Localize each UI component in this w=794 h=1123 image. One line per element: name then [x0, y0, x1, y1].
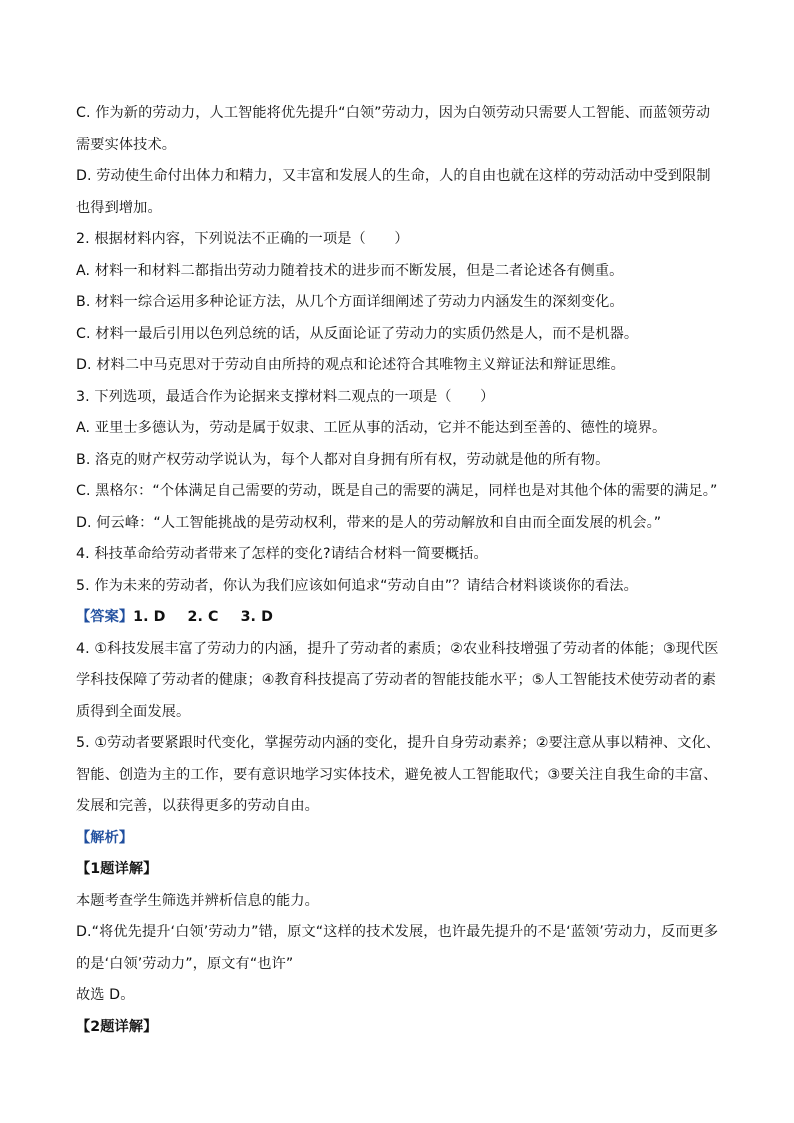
answer-5: 5. ①劳动者要紧跟时代变化，掌握劳动内涵的变化，提升自身劳动素养；②要注意从事以精神、文化、智能、创造为主的工作，要有意识地学习实体技术，避免被人工智能取代；③要关注自我生命的丰富、发展和完善，以获得更多的劳动自由。 [76, 735, 721, 814]
answer-3: 3. D [240, 609, 273, 625]
analysis-label: 【解析】 [76, 829, 134, 846]
answer-2: 2. C [187, 609, 219, 625]
answer-4: 4. ①科技发展丰富了劳动力的内涵，提升了劳动者的素质；②农业科技增强了劳动者的体能；③现代医学科技保障了劳动者的健康；④教育科技提高了劳动者的智能技能水平；⑤人工智能技术使劳动者的素质得到全面发展。 [76, 640, 719, 720]
answer-label: 【答案】 [76, 609, 134, 625]
detail-1-line-3: 故选 D。 [76, 987, 135, 1003]
answer-line [76, 602, 722, 634]
q2-option-d: D. 材料二中马克思对于劳动自由所持的观点和论述符合其唯物主义辩证法和辩证思维。 [76, 357, 625, 373]
q1-option-d: D. 劳动使生命付出体力和精力，又丰富和发展人的生命，人的自由也就在这样的劳动活动中受到限制也得到增加。 [76, 168, 711, 216]
detail-2-heading: 【2题详解】 [76, 1018, 158, 1035]
q3-option-d: D. 何云峰：“人工智能挑战的是劳动权利，带来的是人的劳动解放和自由而全面发展的机会。” [76, 514, 662, 531]
q3-option-c: C. 黑格尔：“个体满足自己需要的劳动，既是自己的需要的满足，同样也是对其他个体的需要的满足。” [76, 483, 718, 499]
detail-1-heading: 【1题详解】 [76, 861, 158, 877]
q4-stem: 4. 科技革命给劳动者带来了怎样的变化?请结合材料一简要概括。 [76, 546, 488, 562]
q3-option-a: A. 亚里士多德认为，劳动是属于奴隶、工匠从事的活动，它并不能达到至善的、德性的境界。 [76, 420, 667, 436]
q3-option-b: B. 洛克的财产权劳动学说认为，每个人都对自身拥有所有权，劳动就是他的所有物。 [76, 451, 610, 468]
detail-1-line-1: 本题考查学生筛选并辨析信息的能力。 [76, 892, 319, 909]
q2-option-b: B. 材料一综合运用多种论证方法，从几个方面详细阐述了劳动力内涵发生的深刻变化。 [76, 294, 624, 310]
answer-1: 1. D [133, 609, 166, 625]
q1-option-c: C. 作为新的劳动力，人工智能将优先提升“白领”劳动力，因为白领劳动只需要人工智能、而蓝领劳动需要实体技术。 [76, 105, 711, 153]
q3-stem: 3. 下列选项，最适合作为论据来支撑材料二观点的一项是（ ） [76, 388, 495, 405]
q2-option-a: A. 材料一和材料二都指出劳动力随着技术的进步而不断发展，但是二者论述各有侧重。 [76, 262, 624, 279]
q2-option-c: C. 材料一最后引用以色列总统的话，从反面论证了劳动力的实质仍然是人，而不是机器。 [76, 325, 639, 342]
q5-stem: 5. 作为未来的劳动者，你认为我们应该如何追求“劳动自由”？请结合材料谈谈你的看法。 [76, 577, 638, 594]
q2-stem: 2. 根据材料内容，下列说法不正确的一项是（ ） [76, 231, 409, 247]
detail-1-line-2: D.“将优先提升‘白领’劳动力”错，原文“这样的技术发展，也许最先提升的不是‘蓝领’劳动力，反而更多的是‘白领’劳动力”，原文有“也许” [76, 924, 719, 972]
